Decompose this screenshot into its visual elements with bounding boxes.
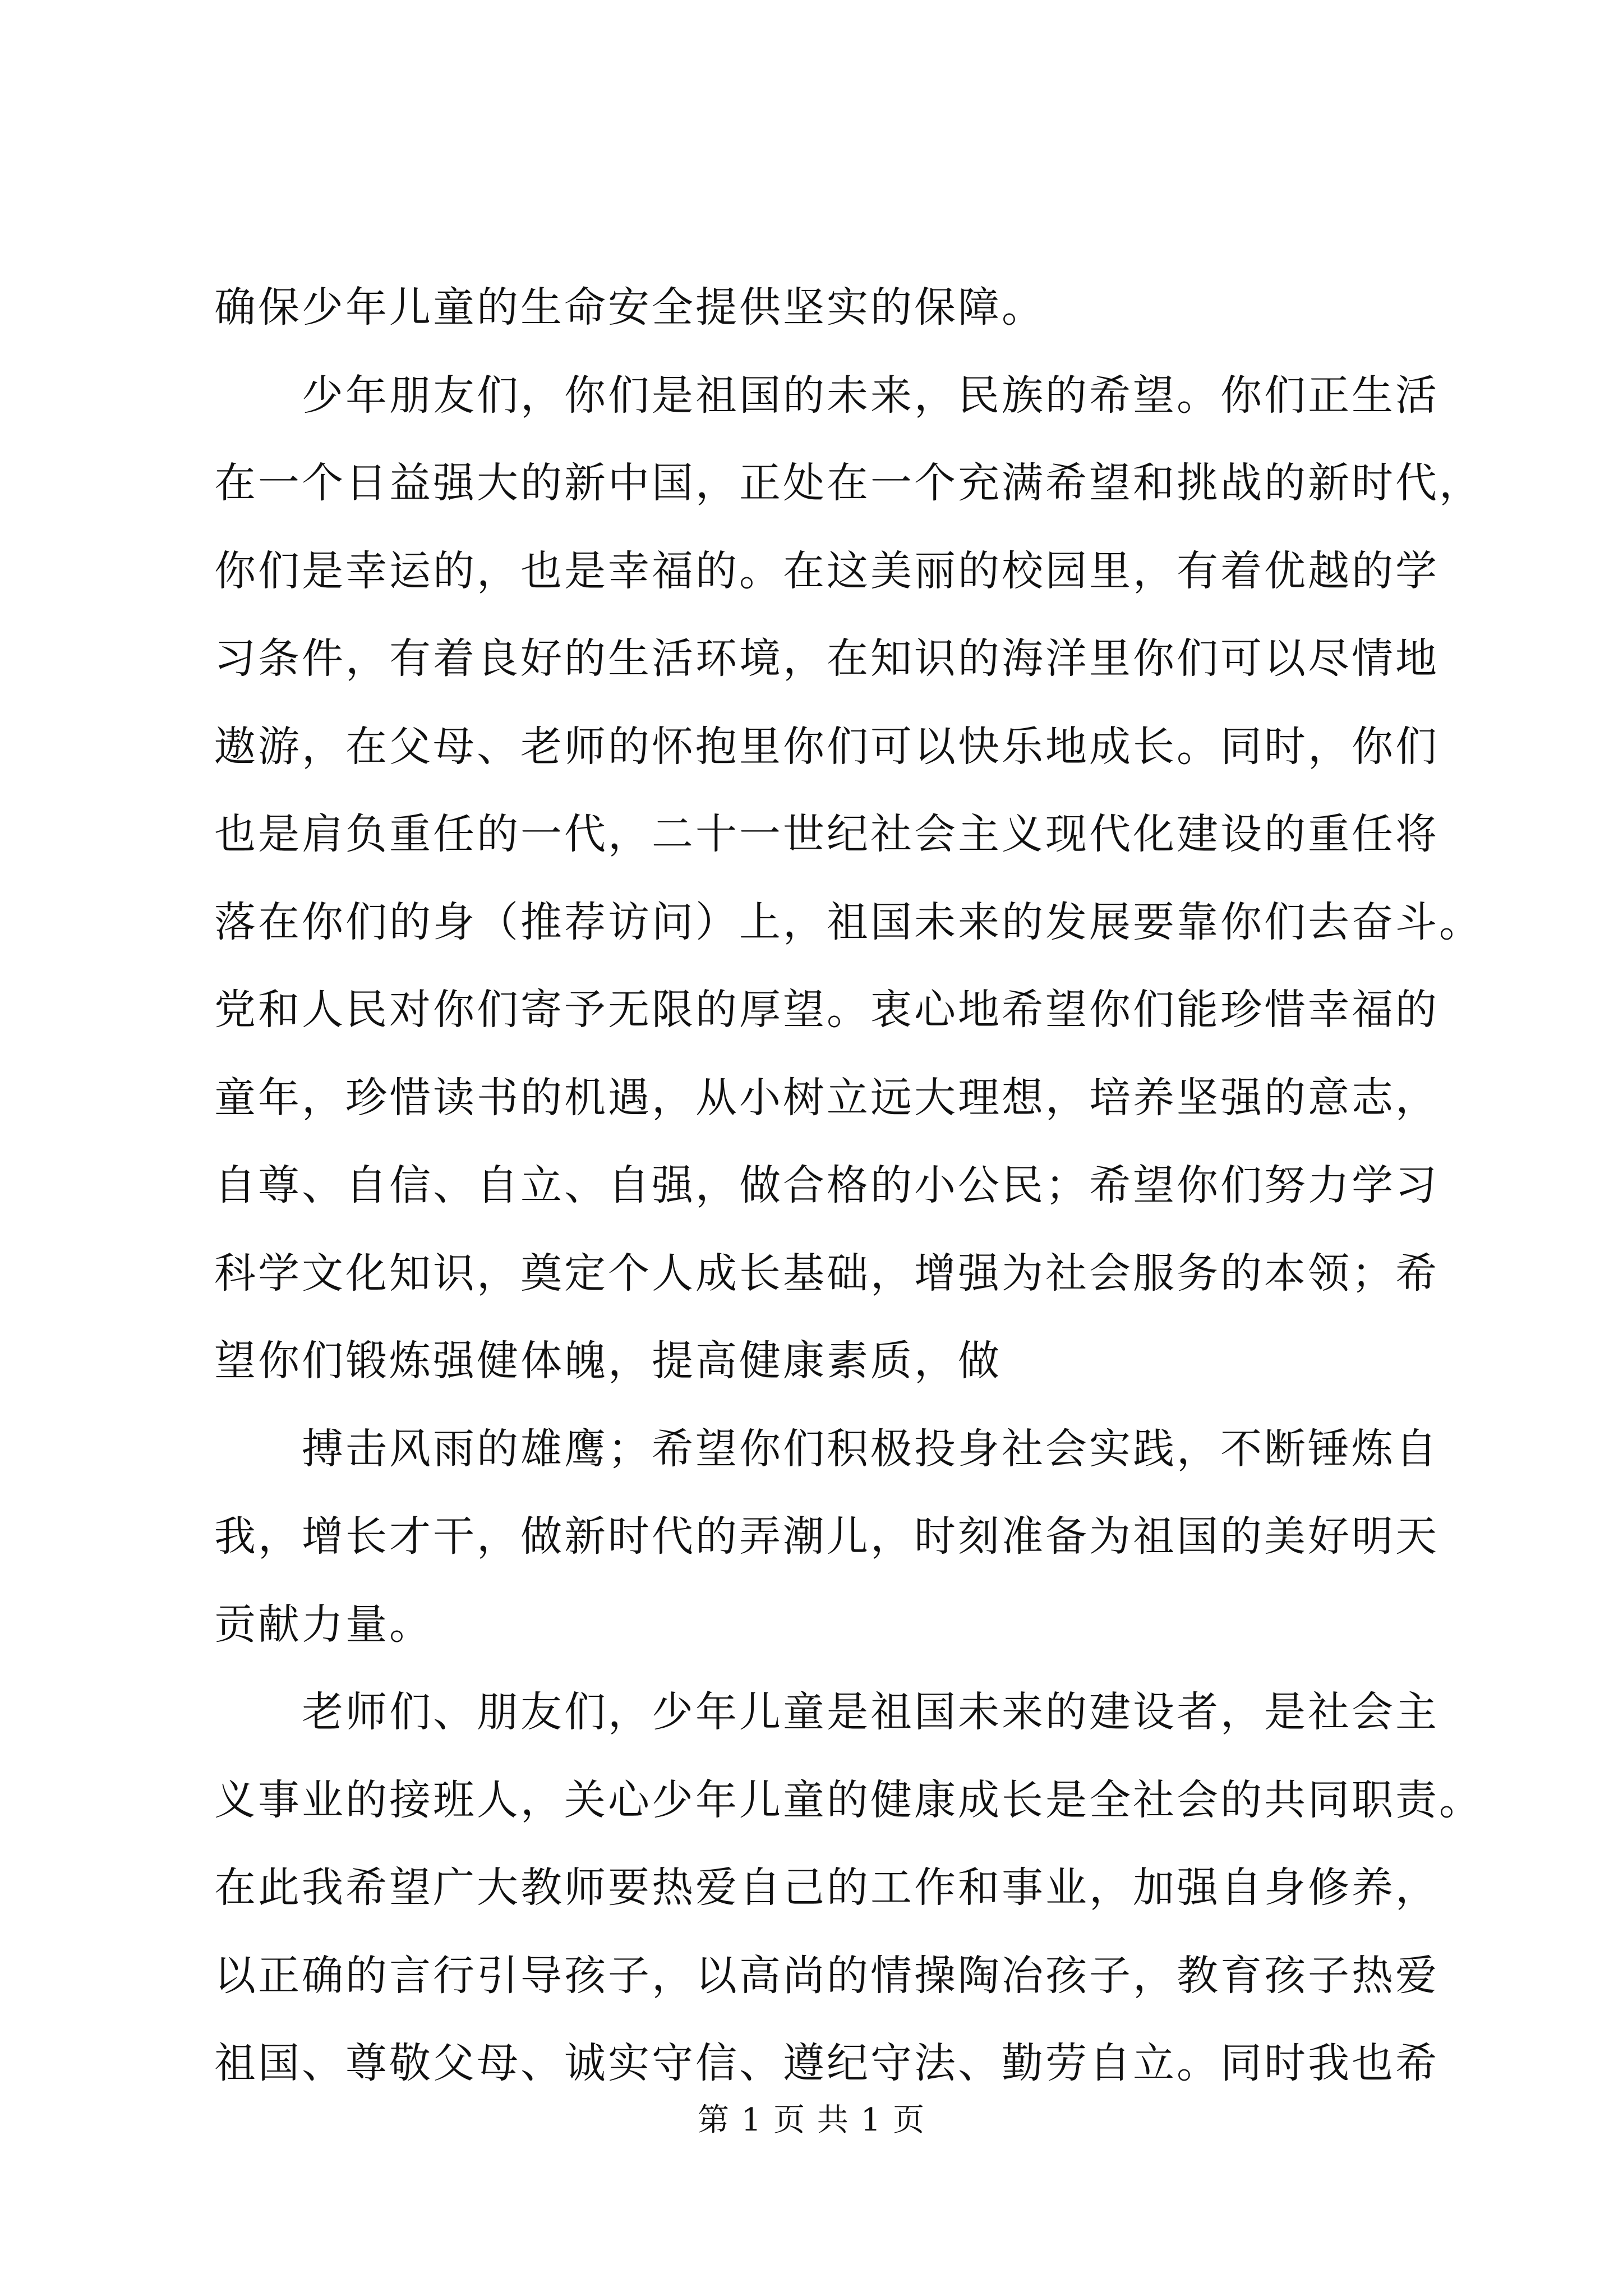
- text-line: 确保少年儿童的生命安全提供坚实的保障。: [214, 283, 1045, 332]
- text-line: 童年，珍惜读书的机遇，从小树立远大理想，培养坚强的意志，: [214, 1073, 1439, 1122]
- text-line: 遨游，在父母、老师的怀抱里你们可以快乐地成长。同时，你们: [214, 722, 1439, 771]
- text-line: 以正确的言行引导孩子，以高尚的情操陶冶孩子，教育孩子热爱: [214, 1951, 1439, 2000]
- text-line: 党和人民对你们寄予无限的厚望。衷心地希望你们能珍惜幸福的: [214, 986, 1439, 1034]
- text-line: 也是肩负重任的一代，二十一世纪社会主义现代化建设的重任将: [214, 810, 1439, 858]
- text-line: 自尊、自信、自立、自强，做合格的小公民；希望你们努力学习: [214, 1161, 1439, 1209]
- page-number-footer: 第 1 页 共 1 页: [697, 2102, 926, 2138]
- text-line: 习条件，有着良好的生活环境，在知识的海洋里你们可以尽情地: [214, 634, 1439, 683]
- text-line: 在此我希望广大教师要热爱自己的工作和事业，加强自身修养，: [214, 1864, 1439, 1912]
- text-line: 我，增长才干，做新时代的弄潮儿，时刻准备为祖国的美好明天: [214, 1512, 1439, 1561]
- text-line: 老师们、朋友们，少年儿童是祖国未来的建设者，是社会主: [302, 1688, 1439, 1736]
- text-line: 你们是幸运的，也是幸福的。在这美丽的校园里，有着优越的学: [214, 546, 1439, 595]
- text-line: 搏击风雨的雄鹰；希望你们积极投身社会实践，不断锤炼自: [302, 1424, 1439, 1473]
- text-line: 在一个日益强大的新中国，正处在一个充满希望和挑战的新时代，: [214, 459, 1483, 507]
- body-text: [214, 264, 1483, 2108]
- text-line: 祖国、尊敬父母、诚实守信、遵纪守法、勤劳自立。同时我也希: [214, 2039, 1439, 2087]
- text-line: 义事业的接班人，关心少年儿童的健康成长是全社会的共同职责。: [214, 1775, 1483, 1824]
- text-line: 落在你们的身（推荐访问）上，祖国未来的发展要靠你们去奋斗。: [214, 898, 1483, 946]
- text-line: 科学文化知识，奠定个人成长基础，增强为社会服务的本领；希: [214, 1249, 1439, 1297]
- text-line: 少年朋友们，你们是祖国的未来，民族的希望。你们正生活: [302, 371, 1439, 420]
- text-line: 贡献力量。: [214, 1600, 433, 1649]
- text-line: 望你们锻炼强健体魄，提高健康素质，做: [214, 1337, 1002, 1385]
